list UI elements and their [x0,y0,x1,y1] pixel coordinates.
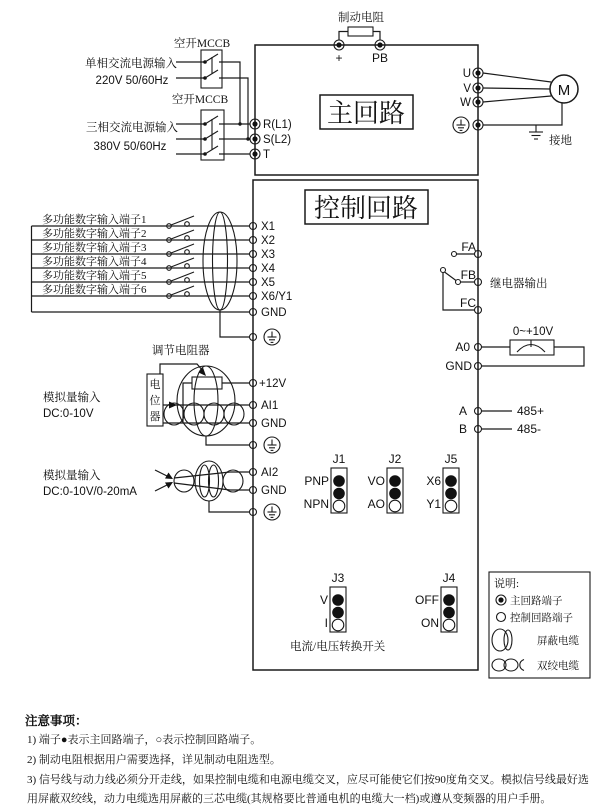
jumper-j5-top-label: X6 [426,474,441,488]
digital-input-row-4 [32,254,250,270]
jumper-j4-label: J4 [442,571,456,585]
wiper-arrowhead [199,368,207,377]
single-phase-input-labels [85,56,177,87]
terminal-x2-label: X2 [261,235,276,247]
jumper-j1-label: J1 [332,452,346,466]
earth-ground-label: 接地 [549,135,572,147]
jumper-j1-bottom-label: NPN [303,497,329,511]
terminal-s-label: S(L2) [263,134,292,146]
control-circuit-title: 控制回路 [313,194,419,223]
rs485-minus-label: 485- [517,422,542,436]
digital-input-row-2 [32,226,250,242]
motor-wires [483,73,562,125]
relay-fb-label: FB [460,268,476,282]
ai2-shield-drain [209,501,249,512]
main-terminal-icon [496,595,506,605]
analog2-caption: 模拟量输入 [43,470,101,482]
terminal-x5-label: X5 [261,277,276,289]
terminal-pb-label: PB [371,51,389,65]
meter-range-label: 0~+10V [512,326,554,338]
analog1-section [43,343,249,445]
note-3-continued: 用屏蔽双绞线，动力电缆选用屏蔽的三芯电缆(其规格要比普通电机的电缆大一档)或遵从变频器的用户手册。 [27,793,552,805]
jumper-j5-bottom-label: Y1 [426,497,441,511]
voltmeter-icon [510,340,554,355]
analog1-range: DC:0-10V [43,408,94,420]
braking-resistor [338,10,384,40]
control-terminal-icon [497,613,506,622]
single-phase-voltage: 220V 50/60Hz [95,75,169,87]
legend-twisted-pair-icon [492,659,524,671]
rs485-plus-label: 485+ [517,404,545,418]
digital-input-row-6 [32,282,250,298]
terminal-485b-label: B [458,422,467,436]
legend-shielded-label: 屏蔽电缆 [537,636,579,647]
brake-resistor-symbol [348,27,373,36]
mccb1-label: 空开MCCB [173,38,231,50]
braking-resistor-label: 制动电阻 [338,12,384,24]
legend-title: 说明: [494,578,520,590]
jumper-j1-top-label: PNP [304,474,329,488]
main-circuit-title: 主回路 [326,99,406,128]
earth-ground-icon [529,125,543,139]
relay-output-caption: 继电器输出 [490,278,548,290]
jumper-j2-top-label: VO [367,474,385,488]
terminal-12v-label: +12V [259,378,287,390]
relay-fa-label: FA [461,240,476,254]
mccb2-breaker [176,110,224,160]
note-2: 2) 制动电阻根据用户需要选择，详见制动电阻选型。 [27,754,281,766]
terminal-485a-label: A [458,404,467,418]
terminal-a0-label: A0 [455,340,470,354]
legend-box [489,572,590,678]
shielded-cable-icon [203,212,237,310]
note-1: 1) 端子●表示主回路端子，○表示控制回路端子。 [27,734,262,746]
legend-twisted-label: 双绞电缆 [537,661,579,672]
jumper-j3-top-label: V [319,593,328,607]
note-3: 3) 信号线与动力线必须分开走线，如果控制电缆和电源电缆交叉，应尽可能使它们按90度角交叉。模拟信号线最好选 [27,774,589,786]
ai1-shield-drain [206,436,249,445]
terminal-gnd-ai1-label: GND [261,418,287,430]
legend-shielded-cable-icon [492,629,512,651]
pot-char-2: 位 [149,395,161,407]
digital-input-label-4: 多功能数字输入端子4 [42,256,147,268]
terminal-x3-label: X3 [261,249,276,261]
single-phase-label: 单相交流电源输入 [85,58,177,70]
notes-section [25,713,589,805]
digital-input-label-2: 多功能数字输入端子2 [42,228,147,240]
digital-input-row-5 [32,268,250,284]
digital-input-row-3 [32,240,250,256]
terminal-x6y1-label: X6/Y1 [261,291,293,303]
motor-label: M [557,82,571,99]
iv-switch-caption: 电流/电压转换开关 [290,641,386,653]
legend-control-terminal-label: 控制回路端子 [510,613,573,624]
terminal-gnd-a0-label: GND [445,359,472,373]
jumper-j2-label: J2 [388,452,402,466]
jumper-j4-top-label: OFF [415,593,439,607]
terminal-gnd-digital-label: GND [261,307,287,319]
mccb1-breaker [176,50,222,88]
digital-input-label-6: 多功能数字输入端子6 [42,284,147,296]
terminal-ai1-label: AI1 [261,400,279,412]
notes-title: 注意事项： [25,714,88,728]
terminal-x1-label: X1 [261,221,276,233]
legend-main-terminal-label: 主回路端子 [510,596,563,607]
three-phase-input-labels [86,120,178,153]
mccb2-label: 空开MCCB [171,94,229,106]
shielded-cable-icon-ai2 [195,461,223,501]
pot-char-1: 电 [149,379,161,391]
digital-shield-drain [220,310,249,337]
three-phase-label: 三相交流电源输入 [86,122,178,134]
analog1-caption: 模拟量输入 [43,392,101,404]
twisted-pair-icon-ai1 [164,403,244,425]
analog2-range: DC:0-10V/0-20mA [43,486,137,498]
terminal-ai2-label: AI2 [261,467,279,479]
terminal-w-label: W [460,97,471,109]
jumper-j3-label: J3 [331,571,345,585]
terminal-x4-label: X4 [261,263,276,275]
jumper-j3-bottom-label: I [324,616,328,630]
terminal-t-label: T [263,149,271,161]
terminal-u-label: U [462,68,471,80]
digital-input-label-1: 多功能数字输入端子1 [42,214,147,226]
terminal-gnd-ai2-label: GND [261,485,287,497]
adjust-resistor-label: 调节电阻器 [152,345,210,357]
control-circuit-box [253,180,478,670]
terminal-plus-label: + [335,51,343,65]
digital-input-label-3: 多功能数字输入端子3 [42,242,147,254]
digital-input-section [32,212,250,337]
analog2-section [43,461,249,512]
jumper-j4-bottom-label: ON [421,616,439,630]
relay-fc-label: FC [460,296,476,310]
pot-char-3: 器 [149,411,161,423]
motor [550,75,578,103]
jumper-j2-bottom-label: AO [367,497,385,511]
jumper-j5-label: J5 [444,452,458,466]
three-phase-voltage: 380V 50/60Hz [93,141,167,153]
digital-input-label-5: 多功能数字输入端子5 [42,270,147,282]
terminal-v-label: V [463,83,471,95]
terminal-r-label: R(L1) [263,119,292,131]
